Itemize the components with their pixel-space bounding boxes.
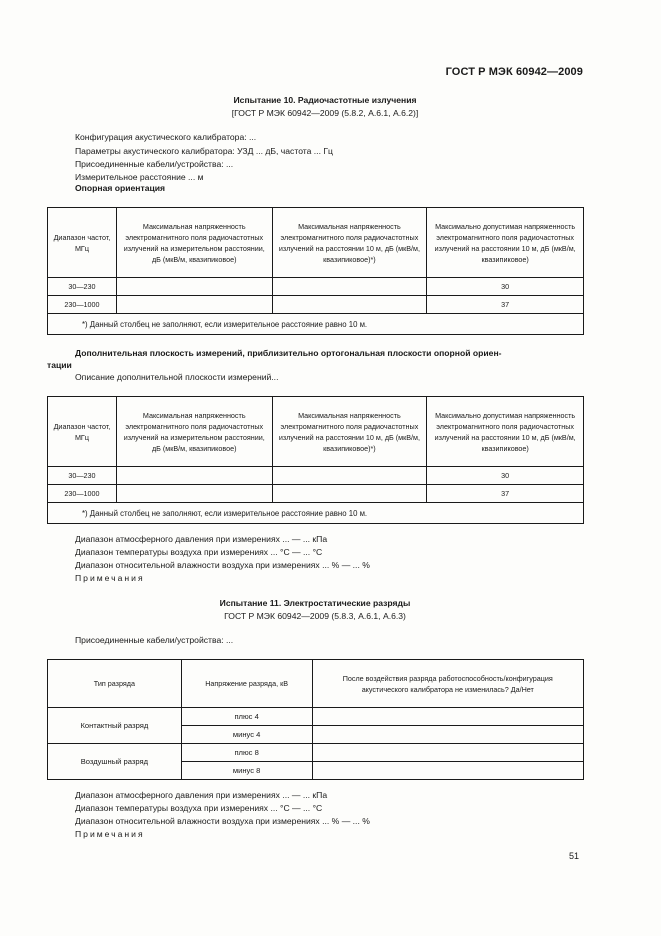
table-cell: 30—230 [48,278,117,296]
test10-params-line: Параметры акустического калибратора: УЗД ... дБ, частота ... Гц [75,146,333,156]
table-cell: 37 [427,296,584,314]
voltage-cell: минус 4 [181,726,312,744]
table-header-limit-10m: Максимально допустимая напряженность электромагнитного поля радиочастотных излучений на расстоянии 10 м, дБ (мкВ/м, квазипиковое) [427,208,584,278]
voltage-cell: минус 8 [181,762,312,780]
table-footnote: *) Данный столбец не заполняют, если измерительное расстояние равно 10 м. [48,314,584,335]
pressure-range-line: Диапазон атмосферного давления при измерениях ... — ... кПа [75,790,328,800]
esd-table [47,659,584,780]
table-header-max-field-measured: Максимальная напряженность электромагнитного поля радиочастотных излучений на измерительном расстоянии, дБ (мкВ/м, квазипиковое) [116,397,272,467]
table-row [48,744,584,762]
table-cell: 30 [427,278,584,296]
result-cell [312,708,583,726]
test10-config-line: Конфигурация акустического калибратора: ... [75,132,257,142]
table-cell [272,296,427,314]
reference-orientation-title: Опорная ориентация [75,183,166,193]
table-footnote: *) Данный столбец не заполняют, если измерительное расстояние равно 10 м. [48,503,584,524]
test10-distance-line: Измерительное расстояние ... м [75,172,204,182]
table-footnote-row [48,503,584,524]
contact-discharge-cell: Контактный разряд [48,708,182,744]
table-row [48,467,584,485]
table-cell [116,296,272,314]
voltage-cell: плюс 8 [181,744,312,762]
table-cell [272,467,427,485]
result-cell [312,744,583,762]
table-row [48,708,584,726]
table-cell: 230—1000 [48,296,117,314]
table-cell [272,485,427,503]
humidity-range-line: Диапазон относительной влажности воздуха при измерениях ... % — ... % [75,816,370,826]
rf-emissions-table-additional [47,396,584,524]
table-header-max-field-10m: Максимальная напряженность электромагнитного поля радиочастотных излучений на расстоянии 10 м, дБ (мкВ/м, квазипиковое)*) [272,397,427,467]
table-header-max-field-measured: Максимальная напряженность электромагнитного поля радиочастотных излучений на измерительном расстоянии, дБ (мкВ/м, квазипиковое) [116,208,272,278]
table-header-max-field-10m: Максимальная напряженность электромагнитного поля радиочастотных излучений на расстоянии 10 м, дБ (мкВ/м, квазипиковое)*) [272,208,427,278]
notes-label: Примечания [75,829,145,839]
table-row [48,278,584,296]
test10-cables-line: Присоединенные кабели/устройства: ... [75,159,234,169]
test11-title: Испытание 11. Электростатические разряды [219,598,411,608]
pressure-range-line: Диапазон атмосферного давления при измерениях ... — ... кПа [75,534,328,544]
table-header-discharge-type: Тип разряда [48,660,182,708]
page-number: 51 [569,851,580,861]
table-cell [272,278,427,296]
test11-reference: ГОСТ Р МЭК 60942—2009 (5.8.3, А.6.1, А.6.3) [224,611,406,621]
test11-cables-line: Присоединенные кабели/устройства: ... [75,635,234,645]
additional-plane-description: Описание дополнительной плоскости измерений... [75,372,279,382]
table-header-limit-10m: Максимально допустимая напряженность электромагнитного поля радиочастотных излучений на расстоянии 10 м, дБ (мкВ/м, квазипиковое) [427,397,584,467]
table-footnote-row [48,314,584,335]
table-header-frequency: Диапазон частот, МГц [48,208,117,278]
humidity-range-line: Диапазон относительной влажности воздуха при измерениях ... % — ... % [75,560,370,570]
table-cell [116,485,272,503]
air-discharge-cell: Воздушный разряд [48,744,182,780]
table-header-result: После воздействия разряда работоспособность/конфигурация акустического калибратора не изменилась? Да/Нет [312,660,583,708]
additional-plane-title-cont: тации [47,360,72,370]
table-row [48,296,584,314]
temperature-range-line: Диапазон температуры воздуха при измерениях ... °С — ... °С [75,547,323,557]
notes-label: Примечания [75,573,145,583]
temperature-range-line: Диапазон температуры воздуха при измерениях ... °С — ... °С [75,803,323,813]
table-cell [116,467,272,485]
table-row [48,485,584,503]
document-header: ГОСТ Р МЭК 60942—2009 [445,66,583,78]
table-cell [116,278,272,296]
test10-reference: [ГОСТ Р МЭК 60942—2009 (5.8.2, А.6.1, А.6.2)] [231,108,419,118]
result-cell [312,726,583,744]
table-cell: 30—230 [48,467,117,485]
table-header-discharge-voltage: Напряжение разряда, кВ [181,660,312,708]
additional-plane-title: Дополнительная плоскость измерений, приблизительно ортогональная плоскости опорной ориен- [75,348,502,358]
table-cell: 30 [427,467,584,485]
voltage-cell: плюс 4 [181,708,312,726]
test10-title: Испытание 10. Радиочастотные излучения [233,95,417,105]
table-cell: 230—1000 [48,485,117,503]
table-cell: 37 [427,485,584,503]
result-cell [312,762,583,780]
table-header-frequency: Диапазон частот, МГц [48,397,117,467]
rf-emissions-table-reference [47,207,584,335]
